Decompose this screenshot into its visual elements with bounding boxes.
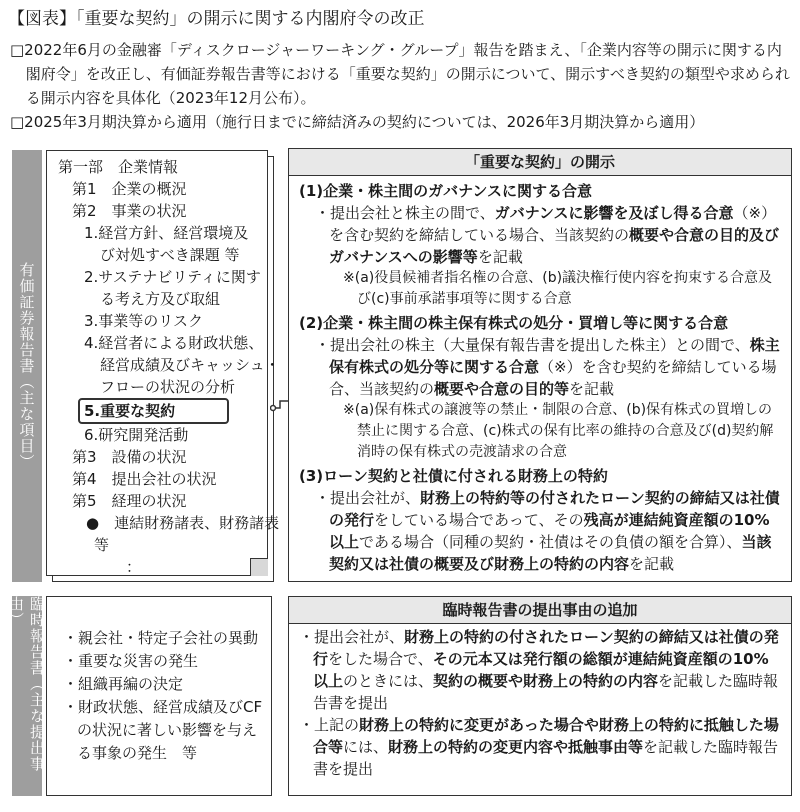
- toc-item: ● 連結財務諸表、財務諸表: [86, 514, 280, 532]
- panel-header: 臨時報告書の提出事由の追加: [289, 597, 791, 624]
- rinji-add-item-2: ・上記の財務上の特約に変更があった場合や財務上の特約に抵触した場合等には、財務上の特約の変更内容や抵触事由等を記載した臨時報告書を提出: [299, 716, 779, 778]
- list-item: ・財政状態、経営成績及びCFの状況に著しい影響を与える事象の発生 等: [63, 698, 263, 762]
- toc-item: 第2 事業の状況: [72, 202, 187, 220]
- intro-paragraph-2: □2025年3月期決算から適用（施行日までに締結済みの契約については、2026年3月期決算から適用）: [10, 113, 705, 131]
- toc-item: 第3 設備の状況: [72, 448, 187, 466]
- panel-header: 「重要な契約」の開示: [289, 149, 791, 176]
- intro-paragraph-1: □2022年6月の金融審「ディスクロージャーワーキング・グループ」報告を踏まえ、「企業内容等の開示に関する内閣府令」を改正し、有価証券報告書等における「重要な契約」の開示について、開示すべき契約の類型や求められる開示内容を具体化（2023年12月公布）。: [10, 41, 790, 107]
- section-body-shares: ・提出会社の株主（大量保有報告書を提出した株主）との間で、株主保有株式の処分等に関する合意（※）を含む契約を締結している場合、当該契約の概要や合意の目的等を記載: [315, 336, 780, 398]
- sidebar-label-rinji: 臨時報告書（主な提出事由）: [12, 596, 42, 796]
- toc-item: 等: [94, 536, 110, 554]
- toc-item: 経営成績及びキャッシュ・: [100, 356, 280, 374]
- toc-item: び対処すべき課題 等: [100, 246, 240, 264]
- toc-item: 4.経営者による財政状態、: [84, 334, 264, 352]
- rinji-additions-panel: [288, 596, 792, 796]
- toc-item: 2.サステナビリティに関す: [84, 268, 261, 286]
- toc-item: 第1 企業の概況: [72, 180, 187, 198]
- sidebar-label-yuho: 有価証券報告書（主な項目）: [12, 150, 42, 582]
- section-heading-shares: (2)企業・株主間の株主保有株式の処分・買増し等に関する合意: [299, 314, 729, 332]
- toc-item: 1.経営方針、経営環境及: [84, 224, 249, 242]
- toc-item-ellipsis: ：: [126, 558, 142, 576]
- section-heading-governance: (1)企業・株主間のガバナンスに関する合意: [299, 182, 592, 200]
- toc-item-important-contracts: 5.重要な契約: [78, 398, 229, 424]
- toc-item: フローの状況の分析: [100, 378, 236, 396]
- rinji-reasons-panel: [46, 596, 272, 796]
- intro-text: [10, 38, 792, 134]
- rinji-add-item-1: ・提出会社が、財務上の特約の付されたローン契約の締結又は社債の発行をした場合で、その元本又は発行額の総額が連結純資産額の10%以上のときには、契約の概要や財務上の特約の内容を記載した臨時報告書を提出: [299, 628, 779, 712]
- toc-item: 6.研究開発活動: [84, 426, 189, 444]
- important-contracts-panel: [288, 148, 792, 582]
- toc-item: 3.事業等のリスク: [84, 312, 204, 330]
- section-note-governance: ※(a)役員候補者指名権の合意、(b)議決権行使内容を拘束する合意及び(c)事前承諾事項等に関する合意: [343, 270, 773, 307]
- yuho-table-of-contents: [46, 156, 280, 578]
- toc-item: る考え方及び取組: [100, 290, 221, 308]
- connector-line: [270, 399, 288, 415]
- toc-item: 第4 提出会社の状況: [72, 470, 217, 488]
- figure-title: 【図表】「重要な契約」の開示に関する内閣府令の改正: [8, 9, 425, 29]
- toc-item: 第一部 企業情報: [58, 158, 179, 176]
- section-note-shares: ※(a)保有株式の譲渡等の禁止・制限の合意、(b)保有株式の買増しの禁止に関する合意、(c)株式の保有比率の維持の合意及び(d)契約解消時の保有株式の売渡請求の合意: [343, 402, 774, 460]
- section-body-governance: ・提出会社と株主の間で、ガバナンスに影響を及ぼし得る合意（※）を含む契約を締結している場合、当該契約の概要や合意の目的及びガバナンスへの影響等を記載: [315, 204, 780, 266]
- list-item: ・親会社・特定子会社の異動: [63, 629, 259, 647]
- list-item: ・組織再編の決定: [63, 675, 184, 693]
- section-body-covenants: ・提出会社が、財務上の特約等の付されたローン契約の締結又は社債の発行をしている場合であって、その残高が連結純資産額の10%以上である場合（同種の契約・社債はその負債の額を合算）、当該契約又は社債の概要及び財務上の特約の内容を記載: [315, 489, 780, 573]
- section-heading-covenants: (3)ローン契約と社債に付される財務上の特約: [299, 467, 608, 485]
- list-item: ・重要な災害の発生: [63, 652, 199, 670]
- toc-item: 第5 経理の状況: [72, 492, 187, 510]
